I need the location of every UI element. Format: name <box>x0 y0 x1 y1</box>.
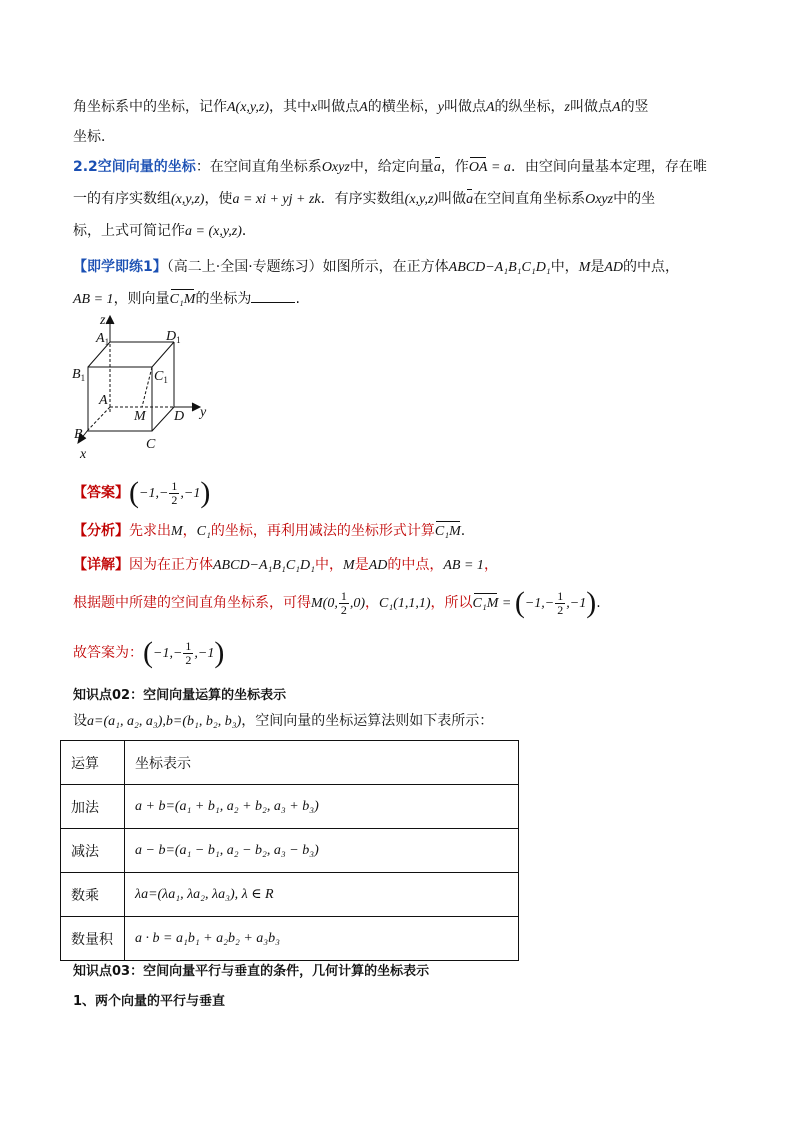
detail-tag: 【详解】 <box>73 557 129 573</box>
table-cell: a + b=(a₁ + b₁, a₂ + b₂, a₃ + b₃) <box>125 785 519 829</box>
table-cell: a − b=(a₁ − b₁, a₂ − b₂, a₃ − b₃) <box>125 829 519 873</box>
label-A1: $A_1$ <box>96 331 110 347</box>
practice-line-2: AB = 1，则向量C₁M的坐标为 . <box>73 291 300 307</box>
detail-line-1: 【详解】因为在正方体ABCD−A₁B₁C₁D₁中，M是AD的中点，AB = 1， <box>73 557 498 573</box>
table-row <box>61 785 519 829</box>
kp02-title: 知识点02：空间向量运算的坐标表示 <box>73 688 287 703</box>
label-B1: $B_1$ <box>72 367 86 383</box>
table-row <box>61 917 519 961</box>
practice-line-1: 【即学即练1】（高二上·全国·专题练习）如图所示，在正方体ABCD−A₁B₁C₁D₁中，M是AD的中点， <box>73 259 680 275</box>
label-A: A <box>99 393 108 408</box>
section-2-2-line-1: 2.2空间向量的坐标：在空间直角坐标系Oxyz中，给定向量a，作OA = a．由空间向量基本定理，存在唯 <box>73 159 707 175</box>
label-C: C <box>146 437 156 452</box>
label-C1: $C_1$ <box>154 369 168 385</box>
z-axis-label: z <box>100 313 106 328</box>
table-cell: 加法 <box>61 785 125 829</box>
kp03-subtitle: 1、两个向量的平行与垂直 <box>73 994 226 1009</box>
practice-tag: 【即学即练1】 <box>73 259 167 275</box>
x-axis-label: x <box>80 447 87 462</box>
intro-line-2: 坐标． <box>73 129 115 145</box>
kp02-intro: 设a=(a₁, a₂, a₃),b=(b₁, b₂, b₃)，空间向量的坐标运算法则如下表所示： <box>73 713 494 729</box>
section-2-2-line-3: 标，上式可简记作a = (x,y,z)． <box>73 223 256 239</box>
section-2-2-line-2: 一的有序实数组(x,y,z)，使a = xi + yj + zk．有序实数组(x,y,z)叫做a在空间直角坐标系Oxyz中的坐 <box>73 191 656 207</box>
cube-figure <box>70 312 220 462</box>
analysis-line: 【分析】先求出M，C₁的坐标，再利用减法的坐标形式计算C₁M. <box>73 523 466 539</box>
intro-line-1: 角坐标系中的坐标，记作A(x,y,z)，其中x叫做点A的横坐标，y叫做点A的纵坐标，z叫做点A的竖 <box>73 99 649 115</box>
coordinate-operations-table <box>60 740 519 961</box>
kp03-title: 知识点03：空间向量平行与垂直的条件，几何计算的坐标表示 <box>73 964 430 979</box>
table-cell: a · b = a₁b₁ + a₂b₂ + a₃b₃ <box>125 917 519 961</box>
label-D: D <box>174 409 185 424</box>
analysis-tag: 【分析】 <box>73 523 129 539</box>
table-cell: 数乘 <box>61 873 125 917</box>
label-M: M <box>134 409 146 424</box>
table-header-cell: 运算 <box>61 741 125 785</box>
detail-line-2: 根据题中所建的空间直角坐标系，可得M(0, $\frac{1}{2}$ ,0)，C₁(1,1,1)，所以C₁M = (−1,− $\frac{1}{2}$ ,−1). <box>73 586 601 619</box>
answer-tag: 【答案】 <box>73 485 129 501</box>
label-B: B <box>74 427 83 442</box>
answer-line: 【答案】(−1,− $\frac{1}{2}$ ,−1) <box>73 476 211 509</box>
table-cell: 减法 <box>61 829 125 873</box>
y-axis-label: y <box>200 405 207 420</box>
answer-fraction: $\frac{1}{2}$ <box>171 478 178 507</box>
table-header-cell: 坐标表示 <box>125 741 519 785</box>
conclusion-line: 故答案为：(−1,− $\frac{1}{2}$ ,−1) <box>73 636 225 669</box>
table-row <box>61 873 519 917</box>
table-cell: 数量积 <box>61 917 125 961</box>
table-row <box>61 829 519 873</box>
label-D1: $D_1$ <box>166 329 181 345</box>
table-header-row <box>61 741 519 785</box>
answer-blank <box>251 290 295 303</box>
section-2-2-heading: 2.2空间向量的坐标 <box>73 159 196 175</box>
table-cell: λa=(λa₁, λa₂, λa₃), λ ∈ R <box>125 873 519 917</box>
